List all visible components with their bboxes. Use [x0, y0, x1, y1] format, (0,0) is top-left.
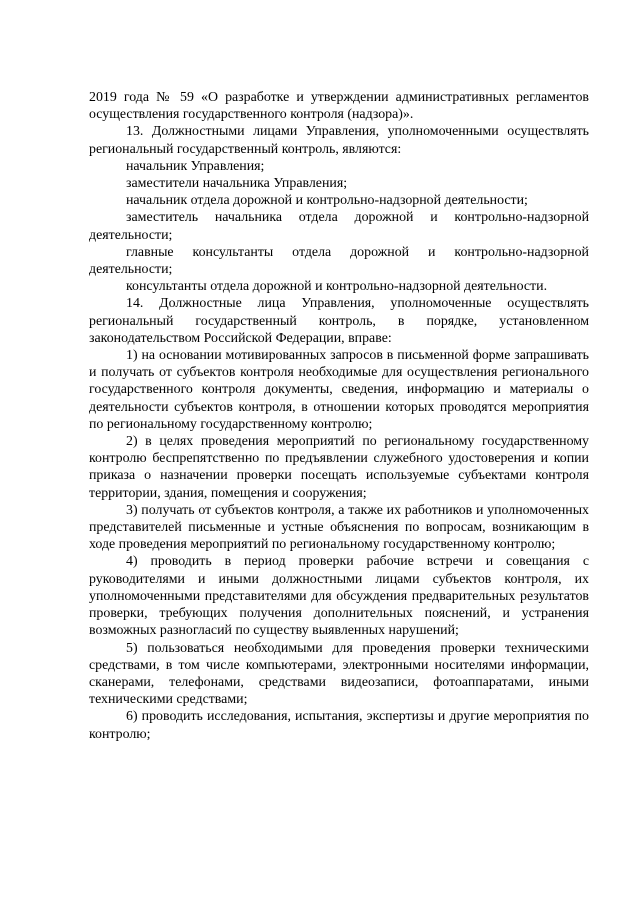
list-item: начальник отдела дорожной и контрольно-надзорной деятельности;: [126, 193, 528, 209]
numbered-item-6: 6) проводить исследования, испытания, экспертизы и другие мероприятия по контролю;: [89, 709, 589, 742]
list-item: заместители начальника Управления;: [126, 176, 348, 192]
numbered-item-3: 3) получать от субъектов контроля, а также их работников и уполномоченных представителей письменные и устные объяснения по вопросам, возникающим в ходе проведения мероприятий по региональному государственному контролю;: [89, 502, 589, 553]
paragraph-continuation: 2019 года № 59 «О разработке и утверждении административных регламентов осуществления государственного контроля (надзора)».: [89, 90, 589, 123]
list-item: консультанты отдела дорожной и контрольно-надзорной деятельности.: [126, 279, 548, 295]
numbered-item-4: 4) проводить в период проверки рабочие встречи и совещания с руководителями и иными должностными лицами субъектов контроля, их уполномоченными представителями для обсуждения предварительных результатов проверки, требующих получения дополнительных пояснений, и устранения возможных разногласий по существу выявленных нарушений;: [89, 554, 589, 639]
list-item: начальник Управления;: [126, 158, 265, 174]
numbered-item-2: 2) в целях проведения мероприятий по региональному государственному контролю беспрепятственно по предъявлении служебного удостоверения и копии приказа о назначении проверки посещать используемые субъектами контроля территории, здания, помещения и сооружения;: [89, 434, 589, 501]
paragraph-13: 13. Должностными лицами Управления, уполномоченными осуществлять региональный государственный контроль, являются:: [89, 124, 589, 157]
list-item: главные консультанты отдела дорожной и контрольно-надзорной деятельности;: [89, 244, 589, 278]
numbered-item-5: 5) пользоваться необходимыми для проведения проверки техническими средствами, в том числе компьютерами, электронными носителями информации, сканерами, телефонами, средствами видеозаписи, фотоаппаратами, иными техническими средствами;: [89, 640, 589, 708]
document-page: [89, 89, 589, 743]
numbered-item-1: 1) на основании мотивированных запросов в письменной форме запрашивать и получать от субъектов контроля необходимые для осуществления регионального государственного контроля документы, сведения, информацию и материалы о деятельности субъектов контроля, в отношении которых проводятся мероприятия по региональному государственному контролю;: [89, 348, 589, 432]
list-item: заместитель начальника отдела дорожной и контрольно-надзорной деятельности;: [89, 210, 589, 243]
paragraph-14: 14. Должностные лица Управления, уполномоченные осуществлять региональный государственный контроль, в порядке, установленном законодательством Российской Федерации, вправе:: [89, 296, 589, 346]
